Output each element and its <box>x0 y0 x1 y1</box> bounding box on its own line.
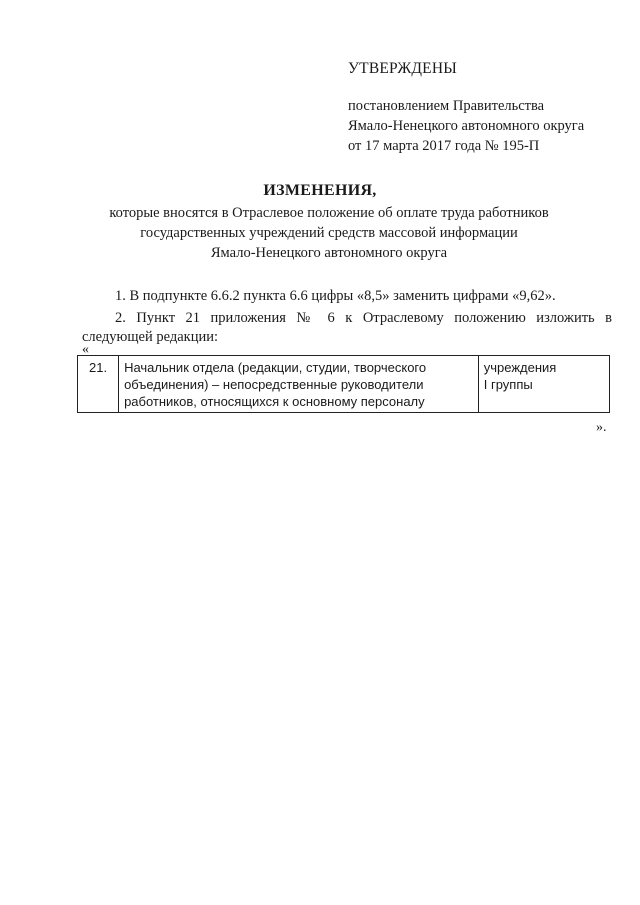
description-line-3: работников, относящихся к основному персоналу <box>124 394 425 409</box>
description-line-2: объединения) – непосредственные руководители <box>124 377 424 392</box>
item-2-line-2: следующей редакции: <box>82 329 219 345</box>
approval-heading: УТВЕРЖДЕНЫ <box>348 60 457 77</box>
table-row <box>78 356 610 413</box>
document-title: ИЗМЕНЕНИЯ, <box>263 182 377 199</box>
subtitle-line-1: которые вносятся в Отраслевое положение об оплате труда работников <box>109 205 549 221</box>
closing-quote: ». <box>596 420 607 435</box>
group-line-2: I группы <box>483 377 533 392</box>
decree-line-3: от 17 марта 2017 года № 195-П <box>348 138 540 154</box>
amendment-item-2 <box>82 309 612 347</box>
row-number: 21. <box>78 356 119 413</box>
decree-line-1: постановлением Правительства <box>348 98 545 114</box>
item-2-line-1: 2. Пункт 21 приложения № 6 к Отраслевому положению изложить в <box>115 310 612 326</box>
description-line-1: Начальник отдела (редакции, студии, творческого <box>124 360 427 375</box>
subtitle-line-2: государственных учреждений средств массовой информации <box>140 225 518 241</box>
group-line-1: учреждения <box>483 360 557 375</box>
document-subtitle <box>80 203 578 263</box>
decree-line-2: Ямало-Ненецкого автономного округа <box>348 118 585 134</box>
opening-quote: « <box>82 342 89 357</box>
amendment-item-1: 1. В подпункте 6.6.2 пункта 6.6 цифры «8,5» заменить цифрами «9,62». <box>115 288 556 304</box>
row-description <box>119 356 479 413</box>
subtitle-line-3: Ямало-Ненецкого автономного округа <box>210 245 448 261</box>
amendment-table <box>77 355 610 413</box>
approval-decree <box>348 96 584 156</box>
row-group <box>478 356 609 413</box>
